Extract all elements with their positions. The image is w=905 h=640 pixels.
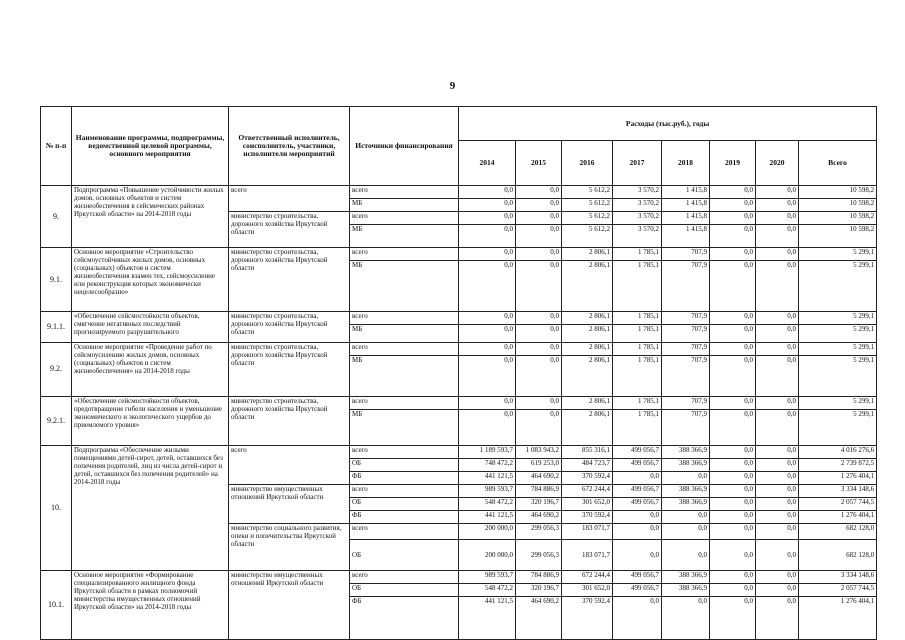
value-cell: 5 299,1 (799, 311, 877, 324)
value-cell: 3 570,2 (613, 211, 662, 224)
value-cell: 5 299,1 (799, 355, 877, 396)
value-cell: 0,0 (710, 596, 756, 639)
value-cell: 0,0 (613, 510, 662, 523)
value-cell: 0,0 (662, 510, 710, 523)
value-cell: 388 366,9 (662, 459, 710, 472)
value-cell: 301 652,0 (562, 497, 613, 510)
row-executor: министерство социального развития, опеки и попечительства Иркутской области (229, 523, 350, 570)
value-cell: 0,0 (710, 324, 756, 342)
value-cell: 619 253,0 (516, 459, 562, 472)
value-cell: 0,0 (756, 523, 799, 539)
value-cell: 1 415,8 (662, 224, 710, 248)
value-cell: 707,9 (662, 261, 710, 312)
value-cell: 441 121,5 (459, 472, 516, 485)
row-executor: министерство имущественных отношений Иркутской области (229, 571, 350, 640)
value-cell: 707,9 (662, 248, 710, 261)
value-cell: 0,0 (710, 396, 756, 409)
value-cell: 748 472,2 (459, 459, 516, 472)
value-cell: 0,0 (710, 523, 756, 539)
row-executor: всего (229, 446, 350, 485)
row-code: 9.2.1. (41, 396, 72, 445)
row-code: 10.1. (41, 571, 72, 640)
value-cell: 707,9 (662, 324, 710, 342)
source-cell: всего (350, 485, 459, 498)
value-cell: 464 690,2 (516, 510, 562, 523)
value-cell: 0,0 (756, 261, 799, 312)
value-cell: 0,0 (516, 261, 562, 312)
row-code: 9. (41, 186, 72, 248)
source-cell: всего (350, 446, 459, 459)
value-cell: 499 056,7 (613, 583, 662, 596)
value-cell: 0,0 (710, 583, 756, 596)
value-cell: 784 886,9 (516, 571, 562, 584)
value-cell: 388 366,9 (662, 485, 710, 498)
value-cell: 0,0 (516, 324, 562, 342)
value-cell: 499 056,7 (613, 571, 662, 584)
value-cell: 3 334 148,6 (799, 485, 877, 498)
header-year: 2017 (613, 141, 662, 186)
value-cell: 0,0 (662, 472, 710, 485)
value-cell: 0,0 (710, 198, 756, 211)
source-cell: ОБ (350, 459, 459, 472)
value-cell: 1 189 593,7 (459, 446, 516, 459)
value-cell: 0,0 (662, 596, 710, 639)
value-cell: 0,0 (756, 396, 799, 409)
value-cell: 0,0 (710, 355, 756, 396)
row-title: «Обеспечение сейсмостойкости объектов, предотвращение гибели населения и уменьшение экономического и экологического ущербов до приемлемого уровня» (72, 396, 229, 445)
value-cell: 0,0 (710, 186, 756, 199)
value-cell: 3 334 148,6 (799, 571, 877, 584)
header-num: № п-п (41, 107, 72, 186)
value-cell: 0,0 (710, 343, 756, 356)
row-executor: всего (229, 186, 350, 212)
value-cell: 370 592,4 (562, 596, 613, 639)
source-cell: МБ (350, 355, 459, 396)
row-executor: министерство строительства, дорожного хозяйства Иркутской области (229, 211, 350, 248)
source-cell: ОБ (350, 583, 459, 596)
value-cell: 320 196,7 (516, 583, 562, 596)
row-code: 9.1.1. (41, 311, 72, 342)
row-title: «Обеспечение сейсмостойкости объектов, смягчение негативных последствий прогнозируемого разрушительного (72, 311, 229, 342)
value-cell: 0,0 (613, 539, 662, 570)
source-cell: ФБ (350, 596, 459, 639)
value-cell: 0,0 (516, 198, 562, 211)
value-cell: 0,0 (516, 396, 562, 409)
source-cell: ФБ (350, 472, 459, 485)
row-executor: министерство строительства, дорожного хозяйства Иркутской области (229, 396, 350, 445)
value-cell: 299 056,3 (516, 523, 562, 539)
value-cell: 1 415,8 (662, 211, 710, 224)
value-cell: 0,0 (710, 497, 756, 510)
value-cell: 0,0 (756, 459, 799, 472)
value-cell: 5 612,2 (562, 186, 613, 199)
value-cell: 0,0 (459, 409, 516, 446)
value-cell: 499 056,7 (613, 446, 662, 459)
row-title: Основное мероприятие «Строительство сейсмоустойчивых жилых домов, основных (социальных) объектов и систем жизнеобеспечения взамен тех, сейсмоусиление или реконструкция которых экономически нецелесообразно» (72, 248, 229, 311)
value-cell: 0,0 (459, 261, 516, 312)
value-cell: 3 570,2 (613, 186, 662, 199)
value-cell: 707,9 (662, 355, 710, 396)
value-cell: 299 056,3 (516, 539, 562, 570)
value-cell: 2 057 744,5 (799, 497, 877, 510)
value-cell: 1 785,1 (613, 311, 662, 324)
row-code: 9.2. (41, 343, 72, 397)
header-year: 2020 (756, 141, 799, 186)
source-cell: всего (350, 311, 459, 324)
value-cell: 2 806,1 (562, 248, 613, 261)
value-cell: 3 570,2 (613, 224, 662, 248)
value-cell: 707,9 (662, 396, 710, 409)
value-cell: 0,0 (756, 571, 799, 584)
source-cell: МБ (350, 409, 459, 446)
value-cell: 2 806,1 (562, 324, 613, 342)
value-cell: 388 366,9 (662, 497, 710, 510)
value-cell: 5 612,2 (562, 198, 613, 211)
value-cell: 0,0 (662, 523, 710, 539)
header-year: 2016 (562, 141, 613, 186)
value-cell: 0,0 (756, 198, 799, 211)
source-cell: всего (350, 343, 459, 356)
row-executor: министерство имущественных отношений Иркутской области (229, 485, 350, 524)
value-cell: 0,0 (516, 311, 562, 324)
value-cell: 0,0 (710, 446, 756, 459)
value-cell: 1 276 404,1 (799, 472, 877, 485)
source-cell: всего (350, 211, 459, 224)
value-cell: 0,0 (710, 510, 756, 523)
value-cell: 0,0 (756, 472, 799, 485)
row-code: 10. (41, 446, 72, 571)
header-executor: Ответственный исполнитель, соисполнитель, участники, исполнители мероприятий (229, 107, 350, 186)
value-cell: 499 056,7 (613, 459, 662, 472)
header-source: Источники финансирования (350, 107, 459, 186)
source-cell: всего (350, 571, 459, 584)
value-cell: 0,0 (516, 343, 562, 356)
value-cell: 672 244,4 (562, 485, 613, 498)
value-cell: 183 071,7 (562, 539, 613, 570)
row-title: Основное мероприятие «Проведение работ по сейсмоусилению жилых домов, основных (социальных) объектов и систем жизнеобеспечения» на 2014-2018 годы (72, 343, 229, 397)
value-cell: 0,0 (710, 211, 756, 224)
value-cell: 0,0 (613, 472, 662, 485)
header-year: 2014 (459, 141, 516, 186)
row-executor: министерство строительства, дорожного хозяйства Иркутской области (229, 248, 350, 311)
row-executor: министерство строительства, дорожного хозяйства Иркутской области (229, 343, 350, 397)
value-cell: 855 316,1 (562, 446, 613, 459)
header-year: 2018 (662, 141, 710, 186)
source-cell: МБ (350, 198, 459, 211)
value-cell: 0,0 (756, 355, 799, 396)
row-executor: министерство строительства, дорожного хозяйства Иркутской области (229, 311, 350, 342)
value-cell: 320 196,7 (516, 497, 562, 510)
value-cell: 0,0 (710, 485, 756, 498)
value-cell: 2 057 744,5 (799, 583, 877, 596)
value-cell: 441 121,5 (459, 596, 516, 639)
value-cell: 0,0 (710, 539, 756, 570)
value-cell: 5 612,2 (562, 211, 613, 224)
value-cell: 0,0 (756, 583, 799, 596)
value-cell: 0,0 (516, 186, 562, 199)
value-cell: 1 785,1 (613, 261, 662, 312)
financing-table (40, 106, 877, 640)
value-cell: 1 276 404,1 (799, 510, 877, 523)
value-cell: 5 299,1 (799, 343, 877, 356)
value-cell: 200 000,0 (459, 523, 516, 539)
value-cell: 0,0 (516, 248, 562, 261)
value-cell: 0,0 (756, 311, 799, 324)
value-cell: 499 056,7 (613, 497, 662, 510)
value-cell: 0,0 (516, 211, 562, 224)
value-cell: 200 000,0 (459, 539, 516, 570)
value-cell: 0,0 (459, 396, 516, 409)
value-cell: 388 366,9 (662, 446, 710, 459)
value-cell: 4 016 276,6 (799, 446, 877, 459)
value-cell: 0,0 (710, 571, 756, 584)
value-cell: 1 785,1 (613, 343, 662, 356)
value-cell: 0,0 (756, 510, 799, 523)
source-cell: ФБ (350, 510, 459, 523)
value-cell: 0,0 (710, 311, 756, 324)
value-cell: 548 472,2 (459, 583, 516, 596)
value-cell: 5 299,1 (799, 396, 877, 409)
value-cell: 0,0 (756, 211, 799, 224)
value-cell: 548 472,2 (459, 497, 516, 510)
value-cell: 5 299,1 (799, 248, 877, 261)
value-cell: 0,0 (459, 211, 516, 224)
value-cell: 1 083 943,2 (516, 446, 562, 459)
value-cell: 1 415,8 (662, 198, 710, 211)
value-cell: 707,9 (662, 343, 710, 356)
value-cell: 0,0 (662, 539, 710, 570)
value-cell: 0,0 (710, 261, 756, 312)
value-cell: 2 806,1 (562, 355, 613, 396)
source-cell: всего (350, 523, 459, 539)
value-cell: 5 612,2 (562, 224, 613, 248)
value-cell: 484 723,7 (562, 459, 613, 472)
value-cell: 2 806,1 (562, 261, 613, 312)
value-cell: 0,0 (459, 198, 516, 211)
value-cell: 1 785,1 (613, 248, 662, 261)
value-cell: 0,0 (710, 224, 756, 248)
value-cell: 0,0 (459, 311, 516, 324)
value-cell: 499 056,7 (613, 485, 662, 498)
value-cell: 0,0 (710, 248, 756, 261)
value-cell: 0,0 (756, 248, 799, 261)
value-cell: 388 366,9 (662, 571, 710, 584)
value-cell: 1 785,1 (613, 355, 662, 396)
page-number: 9 (449, 80, 456, 92)
value-cell: 0,0 (459, 248, 516, 261)
value-cell: 0,0 (459, 324, 516, 342)
value-cell: 0,0 (459, 343, 516, 356)
header-expenses: Расходы (тыс.руб.), годы (459, 107, 877, 141)
value-cell: 0,0 (756, 446, 799, 459)
source-cell: всего (350, 248, 459, 261)
value-cell: 2 806,1 (562, 396, 613, 409)
value-cell: 5 299,1 (799, 324, 877, 342)
value-cell: 0,0 (710, 472, 756, 485)
value-cell: 10 598,2 (799, 211, 877, 224)
source-cell: всего (350, 186, 459, 199)
source-cell: всего (350, 396, 459, 409)
value-cell: 2 806,1 (562, 311, 613, 324)
value-cell: 10 598,2 (799, 198, 877, 211)
value-cell: 989 593,7 (459, 571, 516, 584)
header-year: 2015 (516, 141, 562, 186)
value-cell: 2 739 872,5 (799, 459, 877, 472)
value-cell: 388 366,9 (662, 583, 710, 596)
value-cell: 0,0 (756, 497, 799, 510)
value-cell: 5 299,1 (799, 261, 877, 312)
value-cell: 0,0 (459, 186, 516, 199)
value-cell: 989 593,7 (459, 485, 516, 498)
row-code: 9.1. (41, 248, 72, 311)
value-cell: 464 690,2 (516, 596, 562, 639)
header-year: 2019 (710, 141, 756, 186)
header-program: Наименование программы, подпрограммы, ведомственной целевой программы, основного мероприятия (72, 107, 229, 186)
value-cell: 370 592,4 (562, 472, 613, 485)
value-cell: 2 806,1 (562, 343, 613, 356)
value-cell: 1 785,1 (613, 396, 662, 409)
value-cell: 0,0 (756, 324, 799, 342)
row-title: Основное мероприятие «Формирование специализированного жилищного фонда Иркутской области в рамках полномочий министерства имущественных отношений Иркутской области» на 2014-2018 годы (72, 571, 229, 640)
value-cell: 0,0 (756, 485, 799, 498)
value-cell: 0,0 (756, 539, 799, 570)
header-total: Всего (799, 141, 877, 186)
source-cell: МБ (350, 324, 459, 342)
value-cell: 10 598,2 (799, 186, 877, 199)
value-cell: 682 128,0 (799, 523, 877, 539)
value-cell: 3 570,2 (613, 198, 662, 211)
value-cell: 183 071,7 (562, 523, 613, 539)
source-cell: МБ (350, 261, 459, 312)
value-cell: 1 785,1 (613, 324, 662, 342)
value-cell: 0,0 (756, 596, 799, 639)
value-cell: 672 244,4 (562, 571, 613, 584)
value-cell: 464 690,2 (516, 472, 562, 485)
value-cell: 0,0 (756, 343, 799, 356)
value-cell: 10 598,2 (799, 224, 877, 248)
value-cell: 441 121,5 (459, 510, 516, 523)
value-cell: 370 592,4 (562, 510, 613, 523)
value-cell: 1 415,8 (662, 186, 710, 199)
value-cell: 0,0 (756, 186, 799, 199)
value-cell: 5 299,1 (799, 409, 877, 446)
value-cell: 1 785,1 (613, 409, 662, 446)
value-cell: 1 276 404,1 (799, 596, 877, 639)
value-cell: 0,0 (459, 224, 516, 248)
value-cell: 0,0 (516, 355, 562, 396)
row-title: Подпрограмма «Обеспечение жилыми помещениями детей-сирот, детей, оставшихся без попечения родителей, лиц из числа детей-сирот и детей, оставшихся без попечения родителей» на 2014-2018 годы (72, 446, 229, 571)
source-cell: МБ (350, 224, 459, 248)
value-cell: 707,9 (662, 311, 710, 324)
value-cell: 0,0 (756, 224, 799, 248)
value-cell: 0,0 (613, 596, 662, 639)
value-cell: 0,0 (710, 409, 756, 446)
value-cell: 0,0 (756, 409, 799, 446)
source-cell: ОБ (350, 539, 459, 570)
value-cell: 0,0 (516, 409, 562, 446)
value-cell: 0,0 (613, 523, 662, 539)
value-cell: 682 128,0 (799, 539, 877, 570)
value-cell: 707,9 (662, 409, 710, 446)
value-cell: 301 652,0 (562, 583, 613, 596)
row-title: Подпрограмма «Повышение устойчивости жилых домов, основных объектов и систем жизнеобеспечения в сейсмических районах Иркутской области» на 2014-2018 годы (72, 186, 229, 248)
value-cell: 2 806,1 (562, 409, 613, 446)
value-cell: 0,0 (459, 355, 516, 396)
value-cell: 0,0 (710, 459, 756, 472)
source-cell: ОБ (350, 497, 459, 510)
value-cell: 784 886,9 (516, 485, 562, 498)
value-cell: 0,0 (516, 224, 562, 248)
